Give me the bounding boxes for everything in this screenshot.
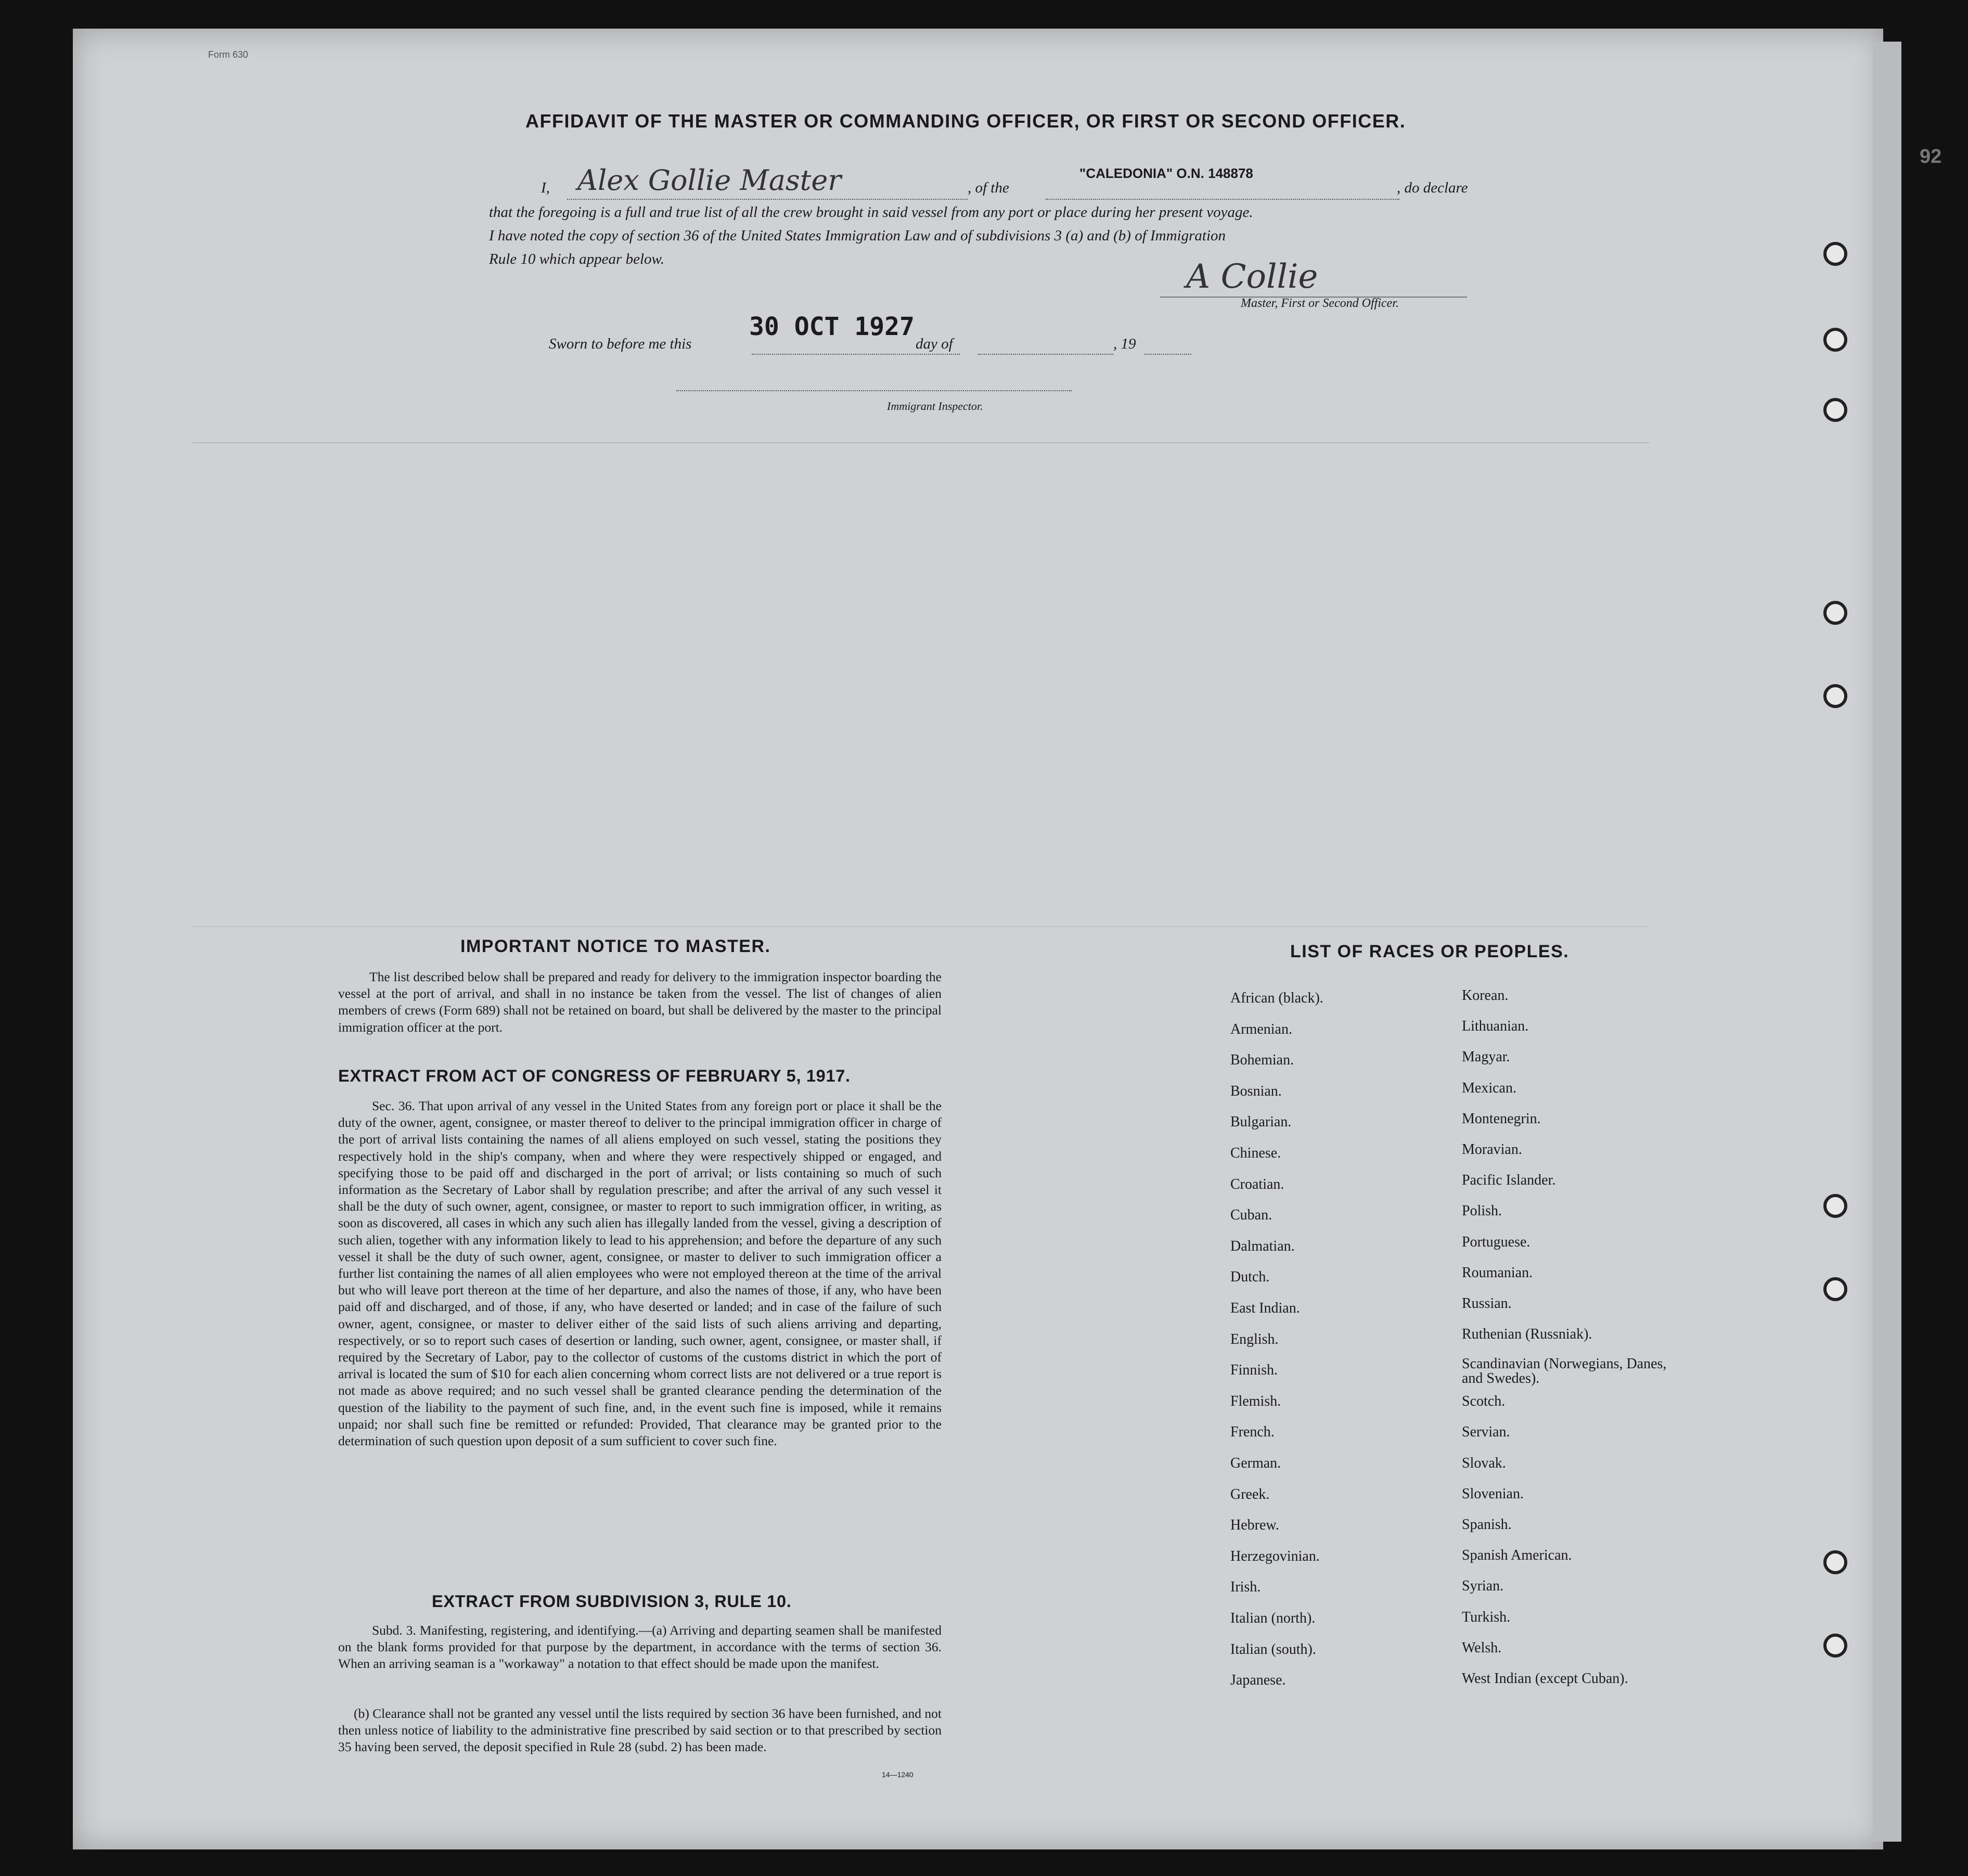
- notice-title: IMPORTANT NOTICE TO MASTER.: [460, 936, 771, 956]
- punch-hole: [1823, 601, 1847, 625]
- punch-hole: [1823, 1634, 1847, 1657]
- punch-hole: [1823, 242, 1847, 266]
- punch-hole: [1823, 684, 1847, 708]
- race-item: French.: [1230, 1424, 1275, 1441]
- race-item: Scandinavian (Norwegians, Danes, and Swedes).: [1462, 1356, 1667, 1387]
- extract-rule-body-b: (b) Clearance shall not be granted any vessel until the lists required by section 36 have been furnished, and not then unless notice of liability to the administrative fine prescribed by said section or to that prescribed by section 35 having been served, the deposit specified in Rule 28 (subd. 2) has been made.: [338, 1706, 942, 1755]
- race-item: Irish.: [1230, 1579, 1261, 1596]
- affidavit-i-label: I,: [541, 179, 550, 196]
- race-item: Bosnian.: [1230, 1083, 1282, 1099]
- race-item: Italian (south).: [1230, 1641, 1316, 1657]
- bleed-through-rule: [192, 926, 1649, 927]
- race-item: Spanish.: [1462, 1517, 1512, 1533]
- race-item: Dalmatian.: [1230, 1238, 1295, 1254]
- race-item: Welsh.: [1462, 1639, 1502, 1656]
- extract-act-title: EXTRACT FROM ACT OF CONGRESS OF FEBRUARY 5, 1917.: [338, 1067, 851, 1085]
- race-item: Polish.: [1462, 1203, 1502, 1219]
- affidavit-line-2: that the foregoing is a full and true list of all the crew brought in said vessel from any port or place during her present voyage.: [489, 204, 1253, 221]
- print-code: 14—1240: [882, 1770, 914, 1779]
- inspector-signature-line: [676, 390, 1072, 391]
- punch-hole: [1823, 1194, 1847, 1218]
- race-item: German.: [1230, 1455, 1281, 1471]
- race-item: Servian.: [1462, 1424, 1510, 1441]
- vessel-line: [1046, 199, 1399, 200]
- race-item: Portuguese.: [1462, 1233, 1530, 1250]
- punch-hole: [1823, 1277, 1847, 1301]
- race-item: Greek.: [1230, 1486, 1270, 1502]
- bleed-through-rule: [192, 442, 1649, 443]
- punch-hole: [1823, 1550, 1847, 1574]
- signature-caption: Master, First or Second Officer.: [1241, 297, 1399, 310]
- race-item: Cuban.: [1230, 1207, 1272, 1224]
- race-item: Italian (north).: [1230, 1610, 1316, 1626]
- race-item: Pacific Islander.: [1462, 1172, 1556, 1189]
- race-item: Herzegovinian.: [1230, 1548, 1320, 1564]
- extract-rule-body-a: Subd. 3. Manifesting, registering, and identifying.—(a) Arriving and departing seamen shall be manifested on the blank forms provided for that purpose by the department, in accordance with the terms of section 36. When an arriving seaman is a "workaway" a notation to that effect should be made upon the manifest.: [338, 1623, 942, 1672]
- do-declare-label: , do declare: [1397, 179, 1468, 196]
- race-item: Croatian.: [1230, 1176, 1284, 1192]
- year-line: [1144, 354, 1191, 355]
- race-item: Mexican.: [1462, 1080, 1516, 1096]
- page-edge: [1873, 42, 1901, 1842]
- document-sheet: [73, 29, 1883, 1849]
- race-item: Moravian.: [1462, 1141, 1522, 1158]
- race-item: East Indian.: [1230, 1300, 1300, 1316]
- name-line: [567, 199, 968, 200]
- master-signature: A Collie: [1186, 258, 1318, 296]
- race-item: West Indian (except Cuban).: [1462, 1671, 1628, 1687]
- race-item: English.: [1230, 1331, 1279, 1347]
- race-item: Hebrew.: [1230, 1517, 1279, 1534]
- race-item: Ruthenian (Russniak).: [1462, 1326, 1592, 1343]
- race-item: Chinese.: [1230, 1145, 1281, 1161]
- inspector-label: Immigrant Inspector.: [887, 400, 983, 413]
- extract-rule-title: EXTRACT FROM SUBDIVISION 3, RULE 10.: [432, 1592, 792, 1611]
- sworn-label: Sworn to before me this: [549, 336, 692, 352]
- date-stamp: 30 OCT 1927: [749, 312, 915, 341]
- race-item: Korean.: [1462, 987, 1509, 1004]
- race-item: Lithuanian.: [1462, 1018, 1529, 1035]
- race-item: Bohemian.: [1230, 1052, 1294, 1069]
- affidavit-line-3: I have noted the copy of section 36 of the United States Immigration Law and of subdivisions 3 (a) and (b) of Immigration: [489, 227, 1226, 244]
- race-item: Armenian.: [1230, 1021, 1292, 1037]
- sworn-date-line: [752, 354, 960, 355]
- race-item: Slovak.: [1462, 1455, 1506, 1471]
- punch-hole: [1823, 398, 1847, 422]
- race-item: Montenegrin.: [1462, 1110, 1541, 1127]
- race-item: Russian.: [1462, 1295, 1512, 1312]
- affidavit-line-4: Rule 10 which appear below.: [489, 251, 664, 267]
- races-title: LIST OF RACES OR PEOPLES.: [1290, 942, 1570, 961]
- race-item: Bulgarian.: [1230, 1114, 1292, 1130]
- race-item: Finnish.: [1230, 1362, 1278, 1379]
- extract-act-body: Sec. 36. That upon arrival of any vessel in the United States from any foreign port or place it shall be the duty of the owner, agent, consignee, or master thereof to deliver to the principal immigration officer in charge of the port of arrival lists containing the names of all aliens employed on such vessel, stating the positions they respectively hold in the ship's company, when and where they were respectively shipped or engaged, and specifying those to be paid off and discharged in the port of arrival; or lists containing so much of such information as the Secretary of Labor shall by regulation prescribe; and after the arrival of any such vessel it shall be the duty of such owner, agent, consignee, or master to report to such immigration officer, in writing, as soon as discovered, all cases in which any such alien has illegally landed from the vessel, giving a description of such alien, together with any information likely to lead to his apprehension; and before the departure of any such vessel it shall be the duty of such owner, agent, consignee, or master to deliver to such immigration officer a further list containing the names of all alien employees who were not employed thereon at the time of the arrival but who will leave port thereon at the time of her departure, and also the names of those, if any, who have been paid off and discharged, and of those, if any, who have deserted or landed; and in case of the failure of such owner, agent, consignee, or master to deliver either of the said lists of such aliens arriving and departing, respectively, or so to report such cases of desertion or landing, such owner, agent, consignee, or master shall, if required by the Secretary of Labor, pay to the collector of customs of the customs district in which the port of arrival is located the sum of $10 for each alien concerning whom correct lists are not delivered or a true report is not made as above required; and no such vessel shall be granted clearance pending the determination of the question of the liability to the payment of such fine, and, in the event such fine is imposed, while it remains unpaid; nor shall such fine be remitted or refunded: Provided, That clearance may be granted prior to the determination of such question upon deposit of a sum sufficient to cover such fine.: [338, 1098, 942, 1449]
- race-item: Spanish American.: [1462, 1547, 1572, 1564]
- race-item: Dutch.: [1230, 1269, 1270, 1286]
- handwritten-master-name: Alex Gollie Master: [577, 164, 842, 197]
- page-number: 92: [1920, 146, 1942, 168]
- punch-hole: [1823, 328, 1847, 352]
- year-prefix-label: , 19: [1113, 336, 1136, 352]
- race-item: Syrian.: [1462, 1578, 1504, 1595]
- race-item: Flemish.: [1230, 1393, 1281, 1409]
- month-line: [978, 354, 1113, 355]
- race-item: Slovenian.: [1462, 1485, 1524, 1502]
- race-item: Roumanian.: [1462, 1264, 1533, 1281]
- vessel-name-stamp: "CALEDONIA" O.N. 148878: [1079, 165, 1253, 181]
- of-the-label: , of the: [968, 179, 1009, 196]
- race-item: Magyar.: [1462, 1049, 1510, 1065]
- form-number: Form 630: [208, 49, 249, 60]
- notice-body: The list described below shall be prepared and ready for delivery to the immigration inspector boarding the vessel at the port of arrival, and shall in no instance be taken from the vessel. The list of changes of alien members of crews (Form 689) shall not be retained on board, but shall be delivered by the master to the principal immigration officer at the port.: [338, 969, 942, 1035]
- race-item: Turkish.: [1462, 1609, 1511, 1625]
- affidavit-title: AFFIDAVIT OF THE MASTER OR COMMANDING OFFICER, OR FIRST OR SECOND OFFICER.: [525, 110, 1406, 132]
- race-item: Japanese.: [1230, 1672, 1286, 1689]
- race-item: Scotch.: [1462, 1393, 1506, 1410]
- day-of-label: day of: [916, 336, 953, 352]
- race-item: African (black).: [1230, 990, 1323, 1006]
